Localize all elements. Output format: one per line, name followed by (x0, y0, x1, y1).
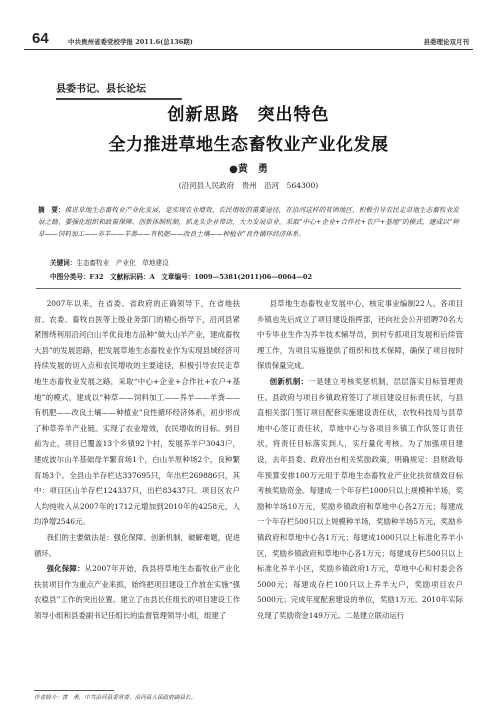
footnote-rule (34, 690, 114, 691)
paragraph-text: 2007年以来，在省委、省政府的正确领导下，在省地扶贫、农委、畜牧自医等上级业务部门的精心指导下，沿河县紧紧围绕利用沿河白山羊优良地方品种“做大山羊产业，建成畜牧大县”的发展思路，把发展草地生态畜牧业作为实现县域经济可持续发展的切入点和农民增收的主要途径，积极引导农民走草地生态畜牧业发展之路，采取“中心+企业+合作社+农户+基地”的模式，建成以“种草——饲料加工——养羊——羊粪——有机肥——改良土壤——种植业”良性循环经济体系，初步形成了种草养羊产业链。实现了农业增效，农民增收的目标。到目前为止，项目已覆盖13个乡镇92个村，发展养羊户3043户，建成波尔山羊基础母羊繁育场1个，白山羊原种场2个，良种繁育场3个。全县山羊存栏达337695只，年出栏269886只，其中：项目区山羊存栏124337只，出栏83437只。项目区农户人均纯收入从2007年的1712元增加到2010年的4258元，人均净增2546元。 (34, 299, 240, 527)
paragraph (257, 374, 463, 624)
paragraph (257, 296, 463, 374)
paragraph-text: 一是建立考核奖惩机制，层层落实目标管理责任。县政府与项目乡镇政府签订了项目建设目标责任状，与县直相关部门签订项目配套实施建设责任状，农牧科技局与县草地中心签订责任状，草地中心与各项目乡镇工作队签订责任状，将责任目标落实到人，实行量化考核。为了加强项目建设，去年县委、政府出台相关奖励政策，明确规定：县财政每年预算安排100万元用于草地生态畜牧业产业化扶贫绩效目标考核奖励资金。每建成一个年存栏1000只以上规模种羊场，奖励种羊场10万元，奖励乡镇政府和草地中心各2万元；每建成一个年存栏500只以上规模种羊场，奖励种羊场5万元，奖励乡镇政府和草地中心各1万元；每建成1000只以上标准化养羊小区，奖励乡镇政府和草地中心各1万元；每建成存栏500只以上标准化养羊小区，奖励乡镇政府1万元，草地中心和村委会各5000元；每建成存栏100只以上养羊大户，奖励项目农户5000元；完成年度配套建设的单位，奖励1万元。2010年实际兑现了奖励资金149万元。二是建立联动运行 (257, 376, 463, 620)
journal-section: 县委理论双月刊 (423, 38, 469, 46)
abstract-label: 摘 要： (38, 206, 65, 214)
divider (36, 288, 461, 289)
paragraph-text: 我们的主要做法是：强化保障、创新机制，破解难题，促进循环。 (34, 532, 240, 558)
author: ●黄 勇 (229, 164, 268, 175)
body-column-left (34, 296, 240, 623)
paragraph-text: 从2007年开始，我县将草地生态畜牧业产业化扶贫项目作为重点产业来抓，始终把项目建设工作放在实施“强农稳县”工作的突出位置。建立了由县长任组长的项目建设工作领导小组和县委副书记任组长的监督管理领导小组，组建了 (34, 564, 240, 620)
paragraph-lead: 强化保障： (46, 564, 85, 574)
article-title-line1: 创新思路 突出特色 (167, 105, 330, 125)
keywords (50, 257, 459, 267)
paragraph (34, 296, 240, 530)
body-column-right (257, 296, 463, 623)
column-title: 县委书记、县长论坛 (56, 80, 182, 100)
paragraph (34, 530, 240, 561)
running-header (24, 30, 473, 50)
article-title-line2: 全力推进草地生态畜牧业产业化发展 (108, 135, 389, 155)
paragraph-text: 县草地生态畜牧业发展中心，核定事业编制22人。各项目乡镇也先后成立了项目建设指挥部，还向社会公开招聘70名大中专毕业生作为养羊技术辅导员，到村专抓项目发展和后续管理工作，为项目实施提供了组织和技术保障，确保了项目按时保质保量完成。 (257, 299, 463, 371)
keywords-label: 关键词： (50, 259, 77, 267)
abstract-text: 推进草地生态畜牧业产业化发展，是实现农业增效、农民增收的重要途径，在沿河这样的贫困地区，积极引导农民走草地生态畜牧业发展之路，要强化组织和政策保障、创新体制机制，抓龙头企业带动，大力发展草业。采取“中心+企业+合作社+农户+基地”的模式，建成以“种草——饲料加工——养羊——羊粪——有机肥——改良土壤——种植业”良性循环经济体系。 (38, 206, 460, 239)
journal-name: 中共贵州省委党校学报 2011.6(总136期) (68, 38, 193, 46)
classification-text: 中图分类号：F32 文献标识码：A 文章编号：1009—5381(2011)06—0064—02 (50, 273, 313, 281)
page-number: 64 (32, 30, 49, 47)
classification (50, 271, 459, 281)
footnote: 作者简介：黄 勇，中共沿河县委常委、沿河县人民政府副县长。 (34, 695, 197, 701)
keywords-text: 生态畜牧业 产业化 草地建设 (76, 259, 169, 267)
paragraph-lead: 创新机制： (269, 376, 309, 386)
abstract (38, 204, 459, 241)
affiliation: (沿河县人民政府 贵州 沿河 564300) (178, 181, 319, 190)
paragraph (34, 561, 240, 623)
